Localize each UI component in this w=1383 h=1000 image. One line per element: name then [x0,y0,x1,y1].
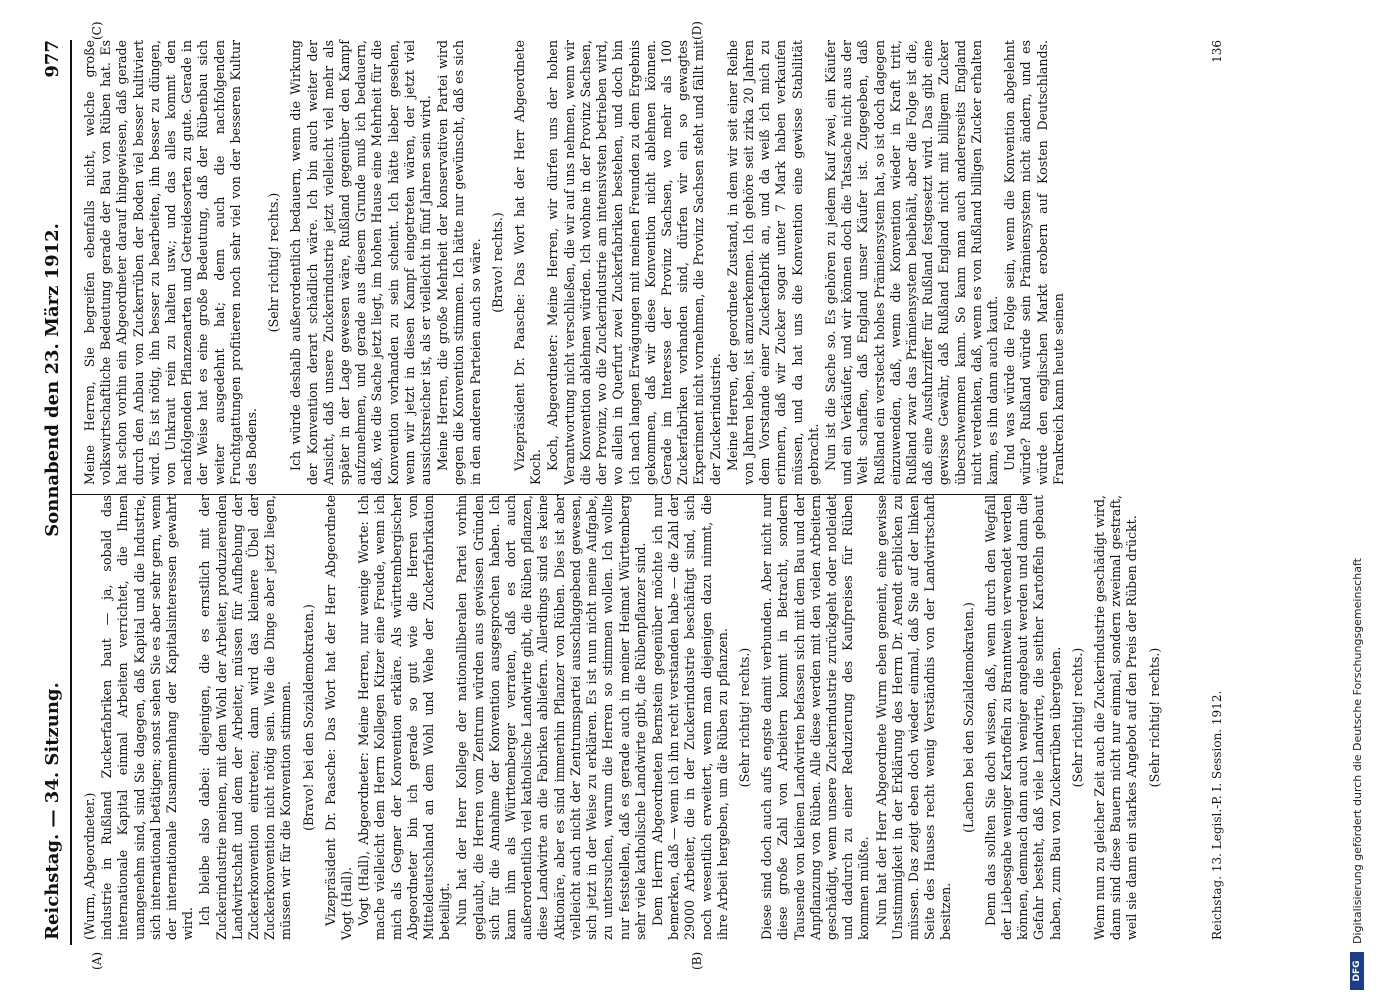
paragraph: Nun hat der Herr Abgeordnete Wurm eben gemeint, eine gewisse Unstimmigkeit in der Erklärung des Herrn Dr. Arendt erblicken zu müssen. Das zeigt eben doch wieder einmal, daß Sie auf der linken Seite des Hauses recht wenig Verständnis von der Landwirtschaft besitzen. [873,495,954,940]
margin-mark-a: (A) [90,951,104,970]
speech-start: Vogt (Hall), Abgeordneter: Meine Herren, nur wenige Worte: Ich mache vielleicht dem Herrn Kollegen Kitzer eine Freude, wenn ich mich als Gegner der Konvention erkläre. Als württembergischer Abgeordneter bin ich gerade so gut wie die Herren von Mitteldeutschland an dem Wohl und Wehe der Zuckerfabrikation beteiligt. [356,495,453,940]
paragraph: Dem Herrn Abgeordneten Bernstein gegenüber möchte ich nur bemerken, daß — wenn ich ihn recht verstanden habe — die Zahl der 29000 Arbeiter, die in der Zuckerindustrie beschäftigt sind, sich noch wesentlich erweitert, wenn man diejenigen dazu nimmt, die ihre Arbeit hergeben, um die Rüben zu pflanzen. [649,495,730,940]
right-column [82,40,1068,485]
chair-statement: Vizepräsident Dr. Paasche: Das Wort hat der Herr Abgeordnete Koch. [512,40,544,485]
paragraph: Ich würde deshalb außerordentlich bedauern, wenn die Wirkung der Konvention derart schädlich wäre. Ich bin auch weiter der Ansicht, daß unsere Zuckerindustrie jetzt vielleicht viel mehr als später in der Lage gewesen wäre, Rußland gegenüber den Kampf aufzunehmen, und gerade aus diesem Grunde muß ich bedauern, daß, wie die Sache jetzt liegt, im hohen Hause eine Mehrheit für die Konvention vorhanden zu sein scheint. Ich hätte lieber gesehen, wenn wir jetzt in diesen Kampf eingetreten wären, der jetzt viel aussichtsreicher ist, als er vielleicht in fünf Jahren sein wird. [288,40,434,485]
header-rule [70,40,72,945]
left-column [82,495,1169,940]
digitization-credit [1340,0,1374,1000]
paragraph: Nun ist die Sache so. Es gehören zu jedem Kauf zwei, ein Käufer und ein Verkäufer, und wir können doch die Tatsache nicht aus der Welt schaffen, daß England unser Käufer ist. Zugegeben, daß Rußland ein versteckt hohes Prämiensystem hat, so ist doch dagegen einzuwenden, daß, wenn die Konvention wieder in Kraft tritt, Rußland zwar das Prämiensystem beibehält, aber die Folge ist die, daß eine Ausfuhrziffer für Rußland festgesetzt wird. Das gibt eine gewisse Gewähr, daß Rußland England nicht mit billigem Zucker überschwemmen kann. So kann man auch andererseits England nicht verdenken, daß, wenn es von Rußland billigen Zucker erhalten kann, es ihn dann auch kauft. [822,40,1000,485]
margin-mark-d: (D) [690,21,704,40]
header-left: Reichstag. — 34. Sitzung. [41,682,63,940]
page-number: 977 [41,40,63,78]
continued-speaker: (Wurm, Abgeordneter.) [82,792,97,940]
header-center: Sonnabend den 23. März 1912. [41,223,63,537]
paragraph: Ich bleibe also dabei: diejenigen, die es ernstlich mit der Zuckerindustrie meinen, mit dem Wohl der Arbeiter, produzierenden Landwirtschaft und dem der Arbeiter, müssen für Aufhebung der Zuckerkonvention eintreten; dann wird das kleinere Übel der Zuckerkonvention nicht nötig sein. Wie die Dinge aber jetzt liegen, müssen wir für die Konvention stimmen. [197,495,294,940]
reaction: (Bravo! bei den Sozialdemokraten.) [300,604,316,831]
page-footer [1210,40,1224,940]
page-header [35,40,69,940]
reaction: (Sehr richtig! rechts.) [736,647,752,788]
paragraph: Diese sind doch auch aufs engste damit verbunden. Aber nicht nur diese große Zahl von Arbeitern kommt in Betracht, sondern Tausende von kleinen Landwirten befassen sich mit dem Bau und der Anpflanzung von Rüben. Alle diese werden mit den vielen Arbeitern geschädigt, wenn unsere Zuckerindustrie zurückgeht oder notleidet und dadurch zu einer Reduzierung des Kaufpreises für Rüben kommen müßte. [759,495,872,940]
reaction: (Sehr richtig! rechts.) [266,192,282,333]
margin-mark-c: (C) [90,21,104,40]
chair-statement: Vizepräsident Dr. Paasche: Das Wort hat der Herr Abgeordnete Vogt (Hall). [322,495,355,940]
paragraph: Meine Herren, der geordnete Zustand, in dem wir seit einer Reihe von Jahren leben, ist anzuerkennen. Ich gehöre seit zirka 20 Jahren dem Vorstande einer Zuckerfabrik an, und da weiß ich mich zu erinnern, daß wir Zucker sogar unter 7 Mark haben verkaufen müssen, und da hat uns die Konvention eine gewisse Stabilität gebracht. [724,40,821,485]
paragraph: Meine Herren, Sie begreifen ebenfalls nicht, welche große volkswirtschaftliche Bedeutung gerade der Bau von Rüben hat. Es hat schon vorhin ein Abgeordneter darauf hingewiesen, daß gerade durch den Anbau von Zuckerrüben der Boden viel besser kultiviert wird. Es ist nötig, ihn besser zu bearbeiten, ihn besser zu düngen, von Unkraut rein zu halten usw.; und das alles kommt den nachfolgenden Pflanzenarten und Getreidesorten zu gute. Gerade in der Weise hat es eine große Bedeutung, daß der Rübenbau sich weiter ausgedehnt hat; denn auch die nachfolgenden Fruchtgattungen profitieren noch sehr viel von der besseren Kultur des Bodens. [82,40,260,485]
paragraph: industrie in Rußland Zuckerfabriken baut — ja, sobald das internationale Kapital einmal Arbeiten verrichtet, die Ihnen unangenehm sind, sind Sie dagegen, daß Kapital und die Industrie, sich international betätigen; sonst sehen Sie es aber sehr gern, wenn der internationale Zusammenhang der Kapitalsinteressen gewahrt wird. [99,495,196,940]
footer-left: Reichstag. 13. Legisl.-P. I. Session. 1912. [1210,690,1224,940]
column-divider [72,494,1032,495]
paragraph: Wenn nun zu gleicher Zeit auch die Zuckerindustrie geschädigt wird, dann sind diese Bauern nicht nur einmal, sondern zweimal gestraft, weil sie dann ein starkes Angebot auf den Preis der Rüben drückt. [1091,495,1140,940]
paragraph: Und was würde die Folge sein, wenn die Konvention abgelehnt würde? Rußland würde sein Prämiensystem nicht ändern, und es würde den englischen Markt erobern auf Kosten Deutschlands. Frankreich kann heute seinen [1002,40,1066,485]
credit-text: Digitalisierung gefördert durch die Deutsche Forschungsgemeinschaft [1350,558,1364,944]
speech-start: Koch, Abgeordneter: Meine Herren, wir dürfen uns der hohen Verantwortung nicht verschließen, die wir auf uns nehmen, wenn wir die Konvention ablehnen würden. Ich wohne in der Provinz Sachsen, der Provinz, wo die Zuckerindustrie am intensivsten betrieben wird, wo allein in Querfurt zwei Zuckerfabriken bestehen, und doch bin ich nach langen Erwägungen mit meinen Freunden zu dem Ergebnis gekommen, daß wir diese Konvention nicht ablehnen können. Gerade im Interesse der Provinz Sachsen, wo mehr als 100 Zuckerfabriken vorhanden sind, dürfen wir ein so gewagtes Experiment nicht vornehmen, die Provinz Sachsen steht und fällt mit der Zuckerindustrie. [545,40,723,485]
paragraph: Nun hat der Herr Kollege der nationalliberalen Partei vorhin geglaubt, die Herren vom Zentrum würden aus gewissen Gründen sich für die Annahme der Konvention ausgesprochen haben. Ich kann ihm als Württemberger verraten, daß es dort auch außerordentlich viel katholische Landwirte gibt, die Rüben pflanzen, diese Landwirte an die Fabriken abliefern. Allerdings sind es keine Aktionäre, aber es sind immerhin Pflanzer von Rüben. Dies ist aber vielleicht auch nicht der Zentrumspartei ausschlaggebend gewesen, sich jetzt in der Weise zu erklären. Es ist nun nicht meine Aufgabe, zu untersuchen, warum die Herren so stimmen wollen. Ich wollte nur feststellen, daß es gerade auch in meiner Heimat Württemberg sehr viele katholische Landwirte gibt, die Rübenpflanzer sind. [454,495,648,940]
reaction: (Sehr richtig! rechts.) [1146,647,1162,788]
reaction: (Lachen bei den Sozialdemokraten.) [960,602,976,833]
dfg-logo-icon: DFG [1350,952,1364,990]
paragraph: Meine Herren, die große Mehrheit der konservativen Partei wird gegen die Konvention stimmen. Ich hätte nur gewünscht, daß es sich in den anderen Parteien auch so wäre. [435,40,483,485]
reaction: (Bravo! rechts.) [489,212,505,313]
reaction: (Sehr richtig! rechts.) [1069,647,1085,788]
signature-mark: 136 [1210,40,1224,63]
margin-mark-b: (B) [690,951,704,970]
paragraph: Denn das sollten Sie doch wissen, daß, wenn durch den Wegfall der Liebesgabe weniger Kartoffeln zu Branntwein verwendet werden können, demnach dann auch weniger angebaut werden und dann die Gefahr besteht, daß viele Landwirte, die seither Kartoffeln gebaut haben, zum Bau von Zuckerrüben übergehen. [982,495,1063,940]
